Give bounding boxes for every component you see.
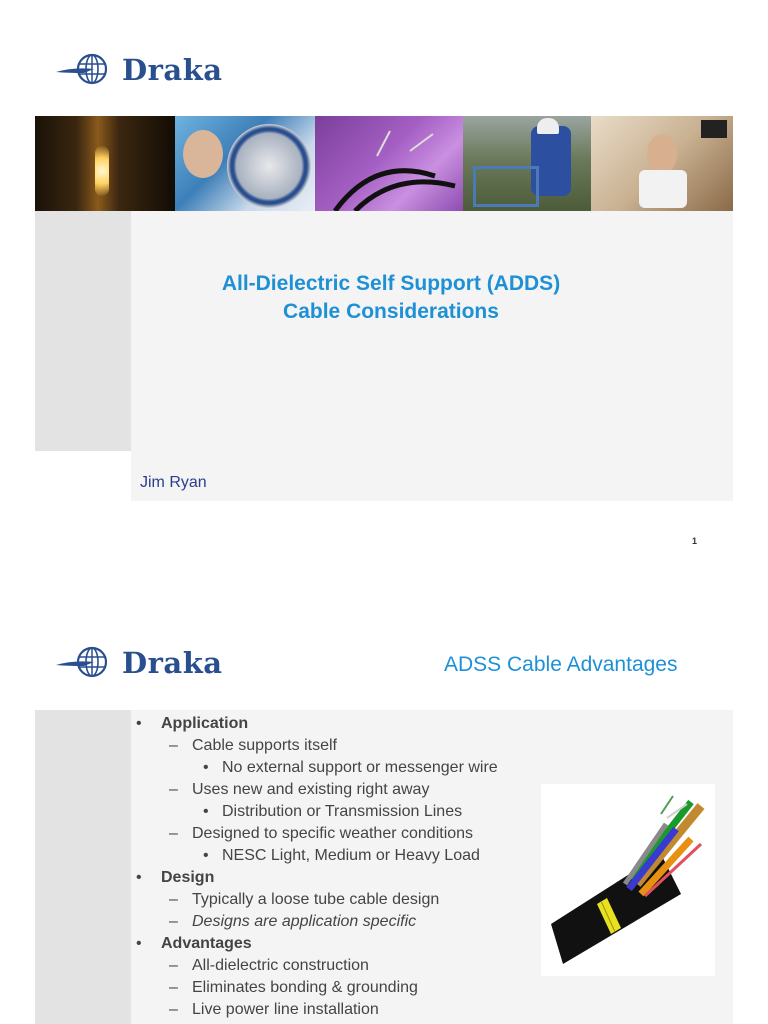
bullet-text: Advantages bbox=[161, 935, 252, 952]
bullet-level3-item bbox=[136, 757, 556, 779]
bullet-text: Eliminates bonding & grounding bbox=[192, 979, 418, 996]
lamp-photo bbox=[35, 116, 175, 211]
family-living-room-photo bbox=[591, 116, 733, 211]
bullet-marker: – bbox=[169, 1001, 178, 1018]
bullet-list bbox=[136, 713, 556, 1021]
bullet-text: Designs are application specific bbox=[192, 913, 417, 930]
cable-closeup-photo bbox=[315, 116, 463, 211]
draka-logo bbox=[54, 52, 223, 88]
bullet-marker: – bbox=[169, 891, 178, 908]
worker-with-fiber-reel-photo bbox=[175, 116, 315, 211]
brand-name: Draka bbox=[122, 646, 223, 680]
bullet-level3-item bbox=[136, 801, 556, 823]
bullet-level2-item bbox=[136, 779, 556, 801]
slide1-title-line2: Cable Considerations bbox=[283, 300, 499, 323]
bullet-marker: – bbox=[169, 979, 178, 996]
adss-cable-image bbox=[541, 784, 715, 976]
bullet-text: NESC Light, Medium or Heavy Load bbox=[222, 847, 480, 864]
bullet-text: Live power line installation bbox=[192, 1001, 379, 1018]
bullet-marker: – bbox=[169, 825, 178, 842]
bullet-marker: • bbox=[203, 847, 209, 864]
bullet-marker: – bbox=[169, 913, 178, 930]
bullet-marker: – bbox=[169, 957, 178, 974]
bullet-marker: • bbox=[136, 869, 142, 886]
draka-logo-slide2 bbox=[54, 645, 223, 681]
author-name: Jim Ryan bbox=[140, 474, 207, 491]
bullet-text: Distribution or Transmission Lines bbox=[222, 803, 463, 820]
bullet-text: No external support or messenger wire bbox=[222, 759, 498, 776]
bullet-text: All-dielectric construction bbox=[192, 957, 369, 974]
bullet-text: Uses new and existing right away bbox=[192, 781, 430, 798]
bullet-level2-item bbox=[136, 889, 556, 911]
bullet-level2-item bbox=[136, 999, 556, 1021]
brand-name: Draka bbox=[122, 53, 223, 87]
bullet-level2-item bbox=[136, 735, 556, 757]
bullet-marker: • bbox=[203, 759, 209, 776]
bullet-level2-item bbox=[136, 977, 556, 999]
bullet-text: Design bbox=[161, 869, 215, 886]
bullet-marker: • bbox=[203, 803, 209, 820]
bullet-text: Designed to specific weather conditions bbox=[192, 825, 474, 842]
bullet-text: Cable supports itself bbox=[192, 737, 337, 754]
slide1-panel bbox=[131, 211, 733, 501]
bullet-text: Application bbox=[161, 715, 249, 732]
page-number: 1 bbox=[692, 536, 698, 546]
bullet-marker: – bbox=[169, 737, 178, 754]
bullet-level2-item bbox=[136, 911, 556, 933]
bullet-level3-item bbox=[136, 845, 556, 867]
bullet-level2-item bbox=[136, 823, 556, 845]
slide2-title: ADSS Cable Advantages bbox=[444, 653, 678, 676]
field-worker-photo bbox=[463, 116, 591, 211]
photo-strip bbox=[35, 116, 733, 211]
bullet-level1-item bbox=[136, 933, 556, 955]
bullet-marker: – bbox=[169, 781, 178, 798]
bullet-marker: • bbox=[136, 715, 142, 732]
slide2-sidebar bbox=[35, 710, 131, 1024]
slide1-sidebar bbox=[35, 211, 131, 451]
slide1-title-line1: All-Dielectric Self Support (ADDS) bbox=[221, 272, 561, 295]
bullet-level2-item bbox=[136, 955, 556, 977]
globe-logo-icon bbox=[54, 52, 116, 88]
slide1-title bbox=[131, 270, 651, 326]
bullet-marker: • bbox=[136, 935, 142, 952]
bullet-level1-item bbox=[136, 713, 556, 735]
bullet-text: Typically a loose tube cable design bbox=[192, 891, 440, 908]
globe-logo-icon bbox=[54, 645, 116, 681]
bullet-level1-item bbox=[136, 867, 556, 889]
